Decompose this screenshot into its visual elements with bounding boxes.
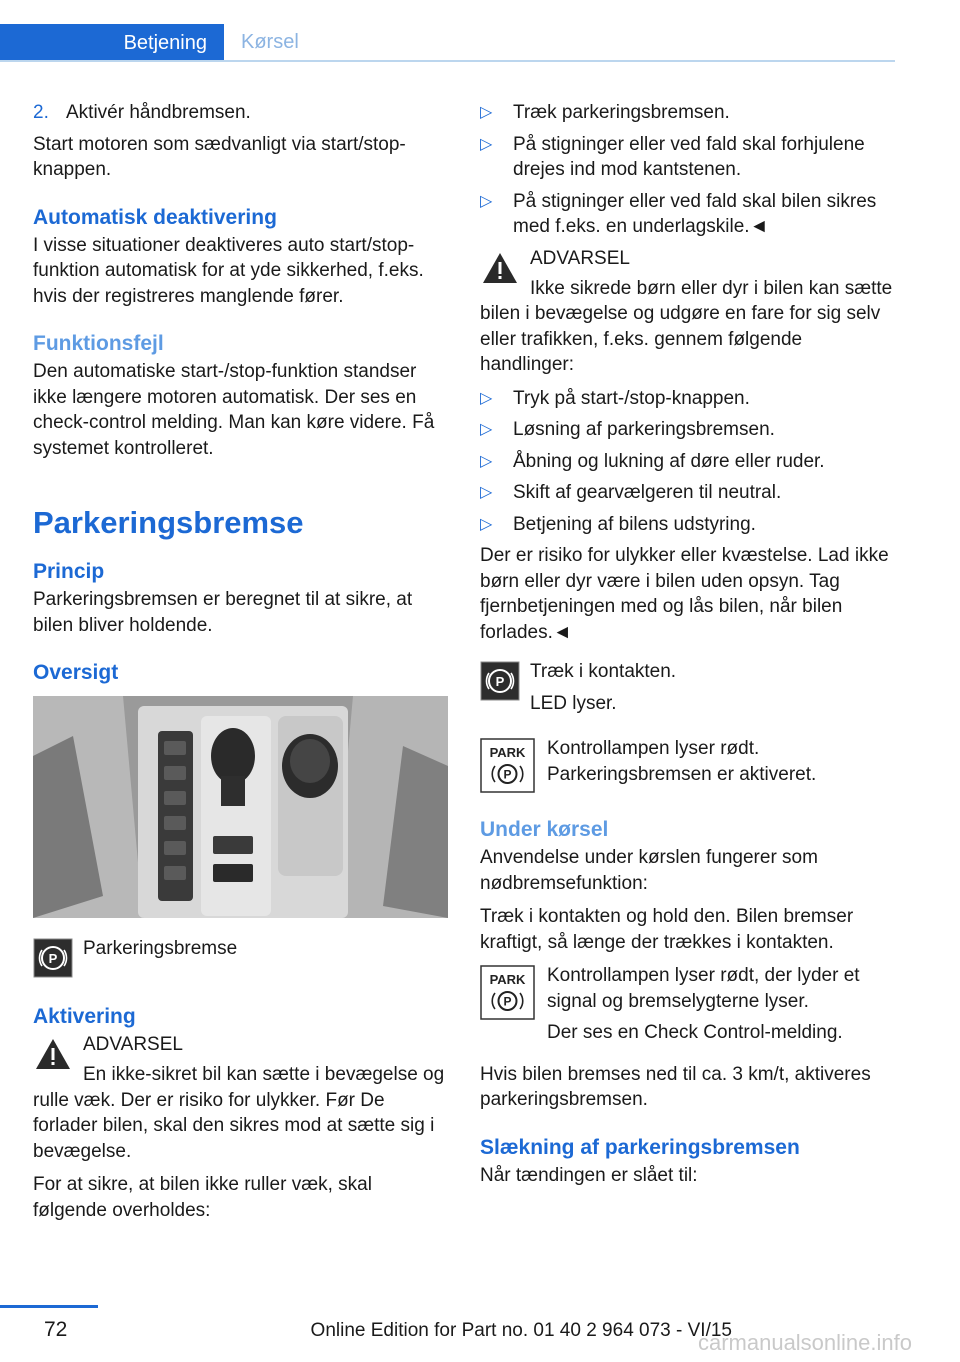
triangle-bullet-icon: ▷: [480, 192, 493, 210]
paragraph-risk: Der er risiko for ulykker eller kvæstelse. Lad ikke børn eller dyr være i bilen uden opsyn. Tag fjernbetjeningen med og lås bilen, når bilen forlades.◄: [480, 545, 889, 643]
footer-accent-line: [0, 1305, 98, 1308]
right-column: [480, 100, 895, 1196]
triangle-bullet-icon: ▷: [480, 421, 493, 438]
paragraph-under-1: Anvendelse under kørslen fungerer som nødbremsefunktion:: [480, 847, 818, 894]
left-column: [33, 100, 448, 1231]
triangle-bullet-icon: ▷: [480, 452, 493, 470]
paragraph-sikre: For at sikre, at bilen ikke ruller væk, skal følgende overholdes:: [33, 1174, 372, 1221]
warning-text: Ikke sikrede børn eller dyr i bilen kan sætte bilen i bevægelse og udgøre en fare for sig selv eller trafikken, f.eks. gennem følgende handlinger:: [480, 277, 893, 375]
check-control-text: Der ses en Check Control-melding.: [547, 1022, 843, 1043]
paragraph-princip: Parkeringsbremsen er beregnet til at sikre, at bilen bliver holdende.: [33, 589, 413, 636]
triangle-bullet-icon: ▷: [480, 515, 493, 533]
warning-icon: [480, 249, 520, 289]
console-photo: [33, 696, 448, 918]
paragraph-slaekning: Når tændingen er slået til:: [480, 1164, 698, 1186]
online-edition-text: Online Edition for Part no. 01 40 2 964 073 - VI/15: [310, 1320, 732, 1341]
park-lamp-text: Kontrollampen lyser rødt, der lyder et signal og bremselygterne lyser.: [547, 965, 860, 1012]
warning-icon: [33, 1035, 73, 1075]
heading-oversigt: Oversigt: [33, 661, 119, 684]
heading-auto-deaktivering: Automatisk deaktivering: [33, 205, 277, 229]
header-divider: [0, 60, 895, 62]
svg-text:PARK: PARK: [489, 972, 526, 987]
triangle-bullet-icon: ▷: [480, 104, 493, 121]
pull-switch-row: [480, 659, 895, 722]
triangle-bullet-icon: ▷: [480, 389, 493, 407]
park-lamp-row-2: [480, 963, 895, 1052]
bullet-item: ▷ På stigninger eller ved fald skal forhjulene drejes ind mod kantstenen.: [480, 132, 895, 183]
park-lamp-row-1: [480, 736, 895, 793]
paragraph-auto: I visse situationer deaktiveres auto start/stop-funktion automatisk for at yde sikkerhed, f.eks. hvis der registreres manglende fører.: [33, 234, 424, 307]
bullet-item: ▷ På stigninger eller ved fald skal bilen sikres med f.eks. en underlagskile.◄: [480, 189, 895, 240]
parking-brake-switch-icon: [480, 661, 520, 701]
park-lamp-text: Kontrollampen lyser rødt. Parkeringsbremsen er aktiveret.: [547, 738, 817, 785]
svg-text:PARK: PARK: [489, 745, 526, 760]
svg-text:P: P: [48, 951, 58, 966]
pull-text: Træk i kontakten.: [530, 661, 677, 682]
park-indicator-icon: [480, 965, 535, 1020]
bullet-item: ▷ Tryk på start-/stop-knappen.: [480, 386, 895, 412]
item-text: Aktivér håndbremsen.: [66, 102, 251, 123]
bullet-item: ▷ Træk parkeringsbremsen.: [480, 100, 895, 126]
bullet-item: ▷ Betjening af bilens udstyring.: [480, 512, 895, 538]
warning-text: En ikke-sikret bil kan sætte i bevægelse og rulle væk. Der er risiko for ulykker. Før De forlader bilen, skal den sikres mod at sætte sig i bevægelse.: [33, 1064, 445, 1162]
svg-text:P: P: [495, 674, 505, 689]
tab-korsel[interactable]: Kørsel: [241, 30, 299, 53]
triangle-bullet-icon: ▷: [480, 484, 493, 501]
parking-brake-icon-row: [33, 936, 448, 978]
tab-betjening[interactable]: Betjening: [0, 24, 224, 62]
heading-under-korsel: Under kørsel: [480, 818, 609, 841]
svg-text:P: P: [503, 767, 512, 782]
bullet-item: ▷ Åbning og lukning af døre eller ruder.: [480, 449, 895, 475]
svg-text:P: P: [503, 994, 512, 1009]
paragraph-start: Start motoren som sædvanligt via start/stop-knappen.: [33, 133, 406, 180]
section-title-parkeringsbremse: Parkeringsbremse: [33, 505, 304, 540]
page-number: 72: [44, 1318, 68, 1341]
item-number: 2.: [33, 102, 49, 123]
bullet-item: ▷ Skift af gearvælgeren til neutral.: [480, 480, 895, 506]
header-tabbar: [0, 24, 895, 62]
paragraph-fejl: Den automatiske start-/stop-funktion standser ikke længere motoren automatisk. Der ses en check-control melding. Man kan køre videre. Få systemet kontrolleret.: [33, 361, 435, 459]
paragraph-under-2: Træk i kontakten og hold den. Bilen bremser kraftigt, så længe der trækkes i kontakten.: [480, 906, 854, 953]
led-text: LED lyser.: [530, 692, 617, 714]
heading-aktivering: Aktivering: [33, 1005, 136, 1028]
heading-princip: Princip: [33, 560, 105, 583]
bullet-item: ▷ Løsning af parkeringsbremsen.: [480, 417, 895, 443]
heading-slaekning: Slækning af parkeringsbremsen: [480, 1135, 800, 1159]
watermark: carmanualsonline.info: [697, 1330, 912, 1355]
warning-title: ADVARSEL: [83, 1034, 183, 1055]
warning-title: ADVARSEL: [530, 247, 630, 269]
triangle-bullet-icon: ▷: [480, 135, 493, 153]
park-indicator-icon: [480, 738, 535, 793]
numbered-item-2: [33, 100, 448, 126]
heading-funktionsfejl: Funktionsfejl: [33, 332, 164, 355]
paragraph-speed: Hvis bilen bremses ned til ca. 3 km/t, aktiveres parkeringsbremsen.: [480, 1063, 871, 1110]
icon-label: Parkeringsbremse: [83, 938, 238, 959]
parking-brake-switch-icon: [33, 938, 73, 978]
